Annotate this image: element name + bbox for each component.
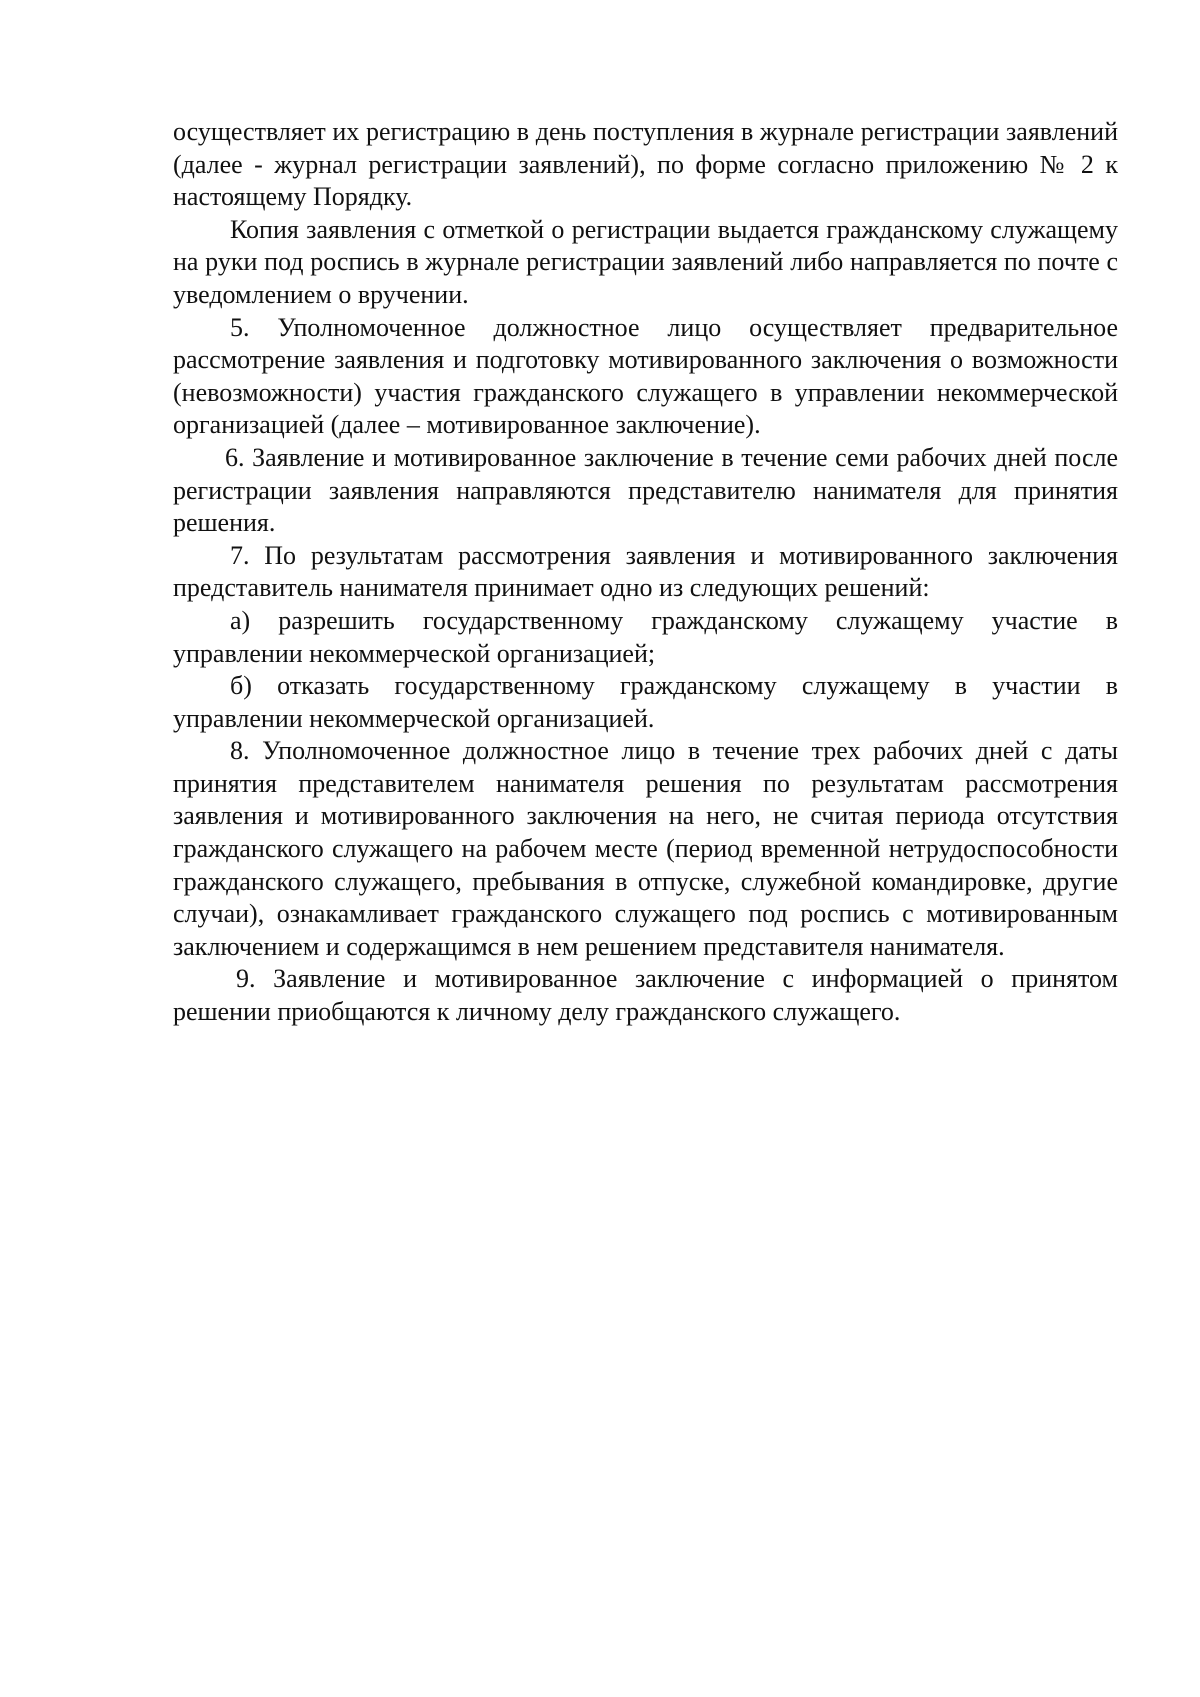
paragraph-item-8: 8. Уполномоченное должностное лицо в течение трех рабочих дней с даты принятия представителем нанимателя решения по результатам рассмотрения заявления и мотивированного заключения на него, не считая периода отсутствия гражданского служащего на рабочем месте (период временной нетрудоспособности гражданского служащего, пребывания в отпуске, служебной командировке, другие случаи), ознакамливает гражданского служащего под роспись с мотивированным заключением и содержащимся в нем решением представителя нанимателя. xyxy=(173,736,1118,961)
paragraph-item-7-a: а) разрешить государственному гражданскому служащему участие в управлении некоммерческой организацией; xyxy=(173,605,1118,668)
paragraph-registration-continuation: осуществляет их регистрацию в день поступления в журнале регистрации заявлений (далее - журнал регистрации заявлений), по форме согласно приложению № 2 к настоящему Порядку. xyxy=(173,117,1118,212)
paragraph-item-6: 6. Заявление и мотивированное заключение в течение семи рабочих дней после регистрации заявления направляются представителю нанимателя для принятия решения. xyxy=(173,442,1118,538)
paragraph-item-7-b: б) отказать государственному гражданскому служащему в участии в управлении некоммерческой организацией. xyxy=(173,671,1118,733)
paragraph-copy-of-application: Копия заявления с отметкой о регистрации выдается гражданскому служащему на руки под роспись в журнале регистрации заявлений либо направляется по почте с уведомлением о вручении. xyxy=(173,214,1118,309)
paragraph-item-5: 5. Уполномоченное должностное лицо осуществляет предварительное рассмотрение заявления и подготовку мотивированного заключения о возможности (невозможности) участия гражданского служащего в управлении некоммерческой организацией (далее – мотивированное заключение). xyxy=(173,312,1118,440)
paragraph-item-9: 9. Заявление и мотивированное заключение с информацией о принятом решении приобщаются к личному делу гражданского служащего. xyxy=(173,964,1118,1027)
document-body xyxy=(173,116,1118,1029)
paragraph-item-7: 7. По результатам рассмотрения заявления и мотивированного заключения представитель нанимателя принимает одно из следующих решений: xyxy=(173,540,1118,603)
